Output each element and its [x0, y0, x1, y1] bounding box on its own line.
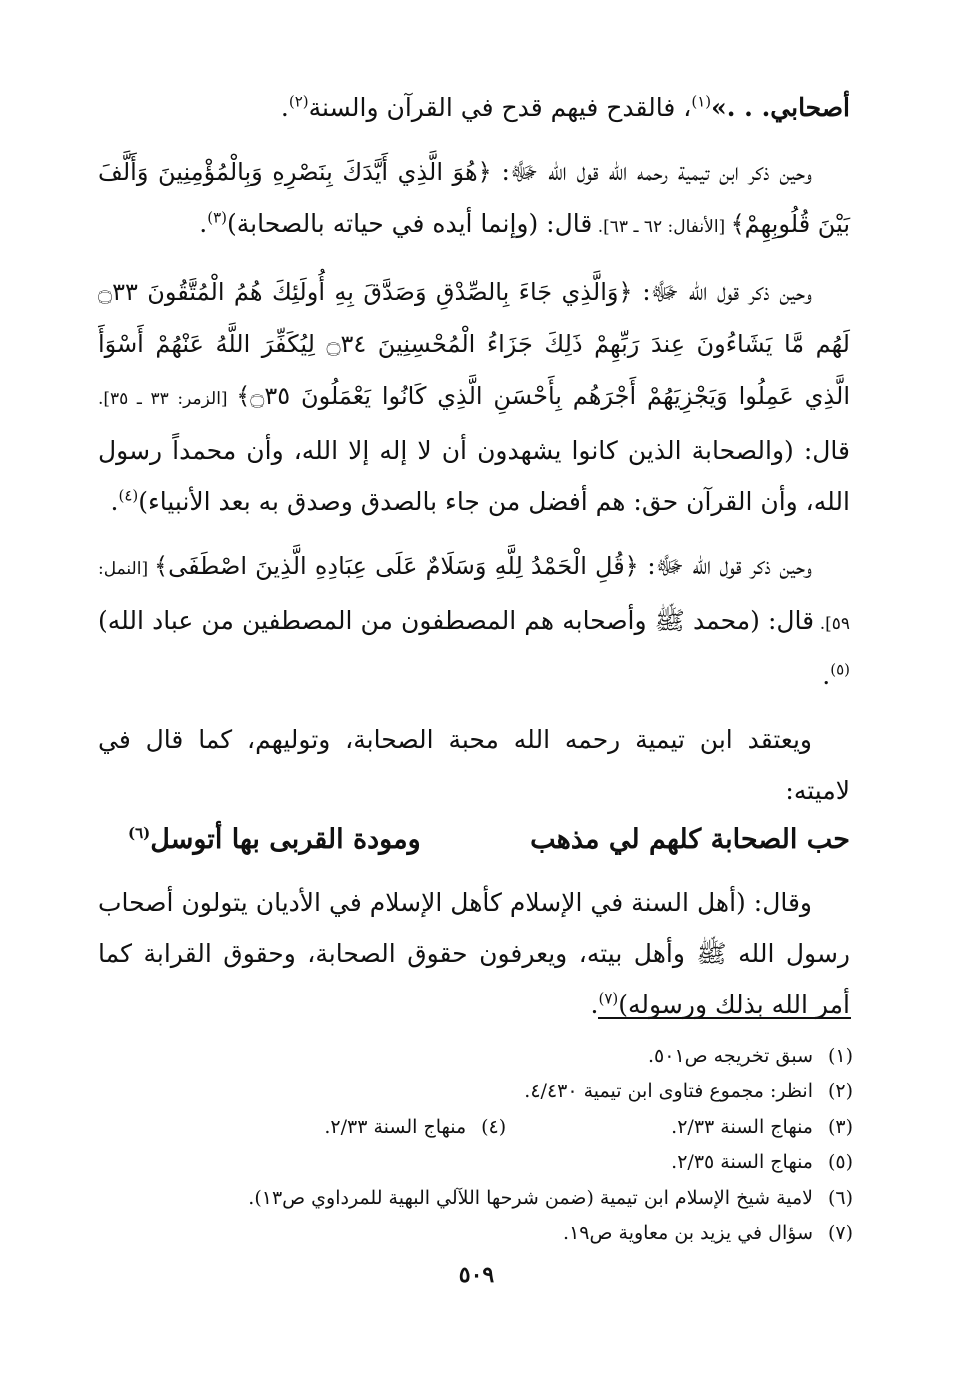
- paragraph-3-end: .: [110, 487, 119, 516]
- footnote-ref-3: (٣): [207, 208, 228, 227]
- paragraph-4-end: .: [822, 661, 831, 690]
- verse-reference: [النمل: ٥٩].: [98, 559, 850, 634]
- footnote-item: [153, 1216, 853, 1252]
- footnote-ref-6: (٦): [128, 824, 151, 842]
- paragraph-1-end: .: [280, 93, 289, 122]
- footnote-text: منهاج السنة ٢/٣٣.: [324, 1115, 467, 1138]
- footnote-text: انظر: مجموع فتاوى ابن تيمية ٤/٤٣٠.: [524, 1080, 813, 1103]
- first-hemistich: حب الصحابة كلهم لي مذهب: [530, 824, 850, 855]
- paragraph-6-end: .: [590, 990, 599, 1019]
- footnote-number: (٥): [827, 1151, 853, 1174]
- paragraph-5: [98, 714, 850, 816]
- paragraph-3-intro: وحين ذكر قول الله ﷻ:: [632, 277, 812, 306]
- quran-verse-naml: ﴿قُلِ الْحَمْدُ لِلَّهِ وَسَلَامٌ عَلَى عِبَادِهِ الَّذِينَ اصْطَفَى﴾: [154, 552, 639, 580]
- second-hemistich-text: ومودة القربى بها أتوسل: [150, 824, 421, 855]
- paragraph-2-intro: وحين ذكر ابن تيمية رحمه الله قول الله ﷻ:: [491, 157, 812, 186]
- footnote-number: (٦): [827, 1186, 853, 1209]
- footnote-ref-5: (٥): [830, 660, 850, 679]
- paragraph-5-text: ويعتقد ابن تيمية رحمه الله محبة الصحابة، وتوليهم، كما قال في لاميته:: [98, 725, 850, 805]
- paragraph-6: [98, 877, 850, 1030]
- paragraph-4-intro: وحين ذكر قول الله ﷻ:: [638, 551, 813, 580]
- paragraph-2-text: قال: (وإنما أيده في حياته بالصحابة): [227, 209, 593, 238]
- paragraph-4-text: قال: (محمد ﷺ وأصحابه هم المصطفون من المصطفين من عباد الله): [98, 606, 815, 635]
- footnotes: [153, 1038, 853, 1251]
- footnote-ref-2: (٢): [288, 92, 309, 111]
- paragraph-2-end: .: [199, 209, 208, 238]
- poetry-verse: [98, 824, 850, 855]
- footnote-number: (١): [827, 1044, 853, 1067]
- page-number: ٥٠٩: [458, 1262, 495, 1288]
- footnote-number: (٢): [827, 1080, 853, 1103]
- footnote-text: لامية شيخ الإسلام ابن تيمية (ضمن شرحها اللآلي البهية للمرداوي ص١٣).: [248, 1186, 813, 1209]
- paragraph-3: [98, 266, 850, 527]
- quran-verse-anfal: ﴿هُوَ الَّذِي أَيَّدَكَ بِنَصْرِهِ وَبِالْمُؤْمِنِينَ وَأَلَّفَ بَيْنَ قُلُوبِهِمْ﴾: [98, 158, 850, 238]
- footnote-separator: [598, 1017, 851, 1019]
- second-hemistich: [128, 824, 421, 855]
- footnote-number: (٣): [827, 1115, 853, 1138]
- footnote-ref-4: (٤): [118, 486, 139, 505]
- footnote-item: [153, 1074, 853, 1110]
- verse-reference: [الأنفال: ٦٢ ـ ٦٣].: [592, 217, 731, 237]
- paragraph-3-text: قال: (والصحابة الذين كانوا يشهدون أن لا إله إلا الله، وأن محمداً رسول الله، وأن القرآن حق: هم أفضل من جاء بالصدق وصدق به بعد الأنبياء): [98, 436, 850, 516]
- main-text: [98, 82, 850, 1030]
- footnote-number: (٤): [481, 1115, 507, 1138]
- footnote-item: [153, 1180, 853, 1216]
- quran-verse-zumar: ﴿وَالَّذِي جَاءَ بِالصِّدْقِ وَصَدَّقَ بِهِ أُولَئِكَ هُمُ الْمُتَّقُونَ ۝٣٣ لَهُم مَّا يَشَاءُونَ عِندَ رَبِّهِمْ ذَلِكَ جَزَاءُ الْمُحْسِنِينَ ۝٣٤ لِيُكَفِّرَ اللَّهُ عَنْهُمْ أَسْوَأَ الَّذِي عَمِلُوا وَيَجْزِيَهُمْ أَجْرَهُم بِأَحْسَنِ الَّذِي كَانُوا يَعْمَلُونَ ۝٣٥﴾: [98, 278, 850, 410]
- footnote-ref-1: (١): [691, 92, 712, 111]
- quote-ending: أصحابي. . .»: [711, 93, 850, 122]
- paragraph-1-text: ، فالقدح فيهم قدح في القرآن والسنة: [308, 93, 692, 122]
- footnote-item: [153, 1038, 853, 1074]
- paragraph-4: [98, 540, 850, 701]
- footnote-text: منهاج السنة ٢/٣٣.: [671, 1115, 813, 1138]
- verse-reference: [الزمر: ٣٣ ـ ٣٥].: [98, 389, 237, 409]
- footnote-item: [153, 1145, 853, 1181]
- paragraph-1: [98, 82, 850, 133]
- paragraph-6-text: وقال: (أهل السنة في الإسلام كأهل الإسلام في الأديان يتولون أصحاب رسول الله ﷺ وأهل بيته، ويعرفون حقوق الصحابة، وحقوق القرابة كما أمر الله بذلك ورسوله): [98, 888, 850, 1019]
- footnote-ref-7: (٧): [598, 989, 619, 1008]
- footnote-text: سؤال في يزيد بن معاوية ص١٩.: [563, 1222, 813, 1245]
- footnote-item: [153, 1109, 853, 1145]
- footnote-number: (٧): [827, 1222, 853, 1245]
- paragraph-2: [98, 146, 850, 253]
- footnote-text: منهاج السنة ٢/٣٥.: [671, 1151, 813, 1174]
- footnote-text: سبق تخريجه ص٥٠١.: [648, 1044, 813, 1067]
